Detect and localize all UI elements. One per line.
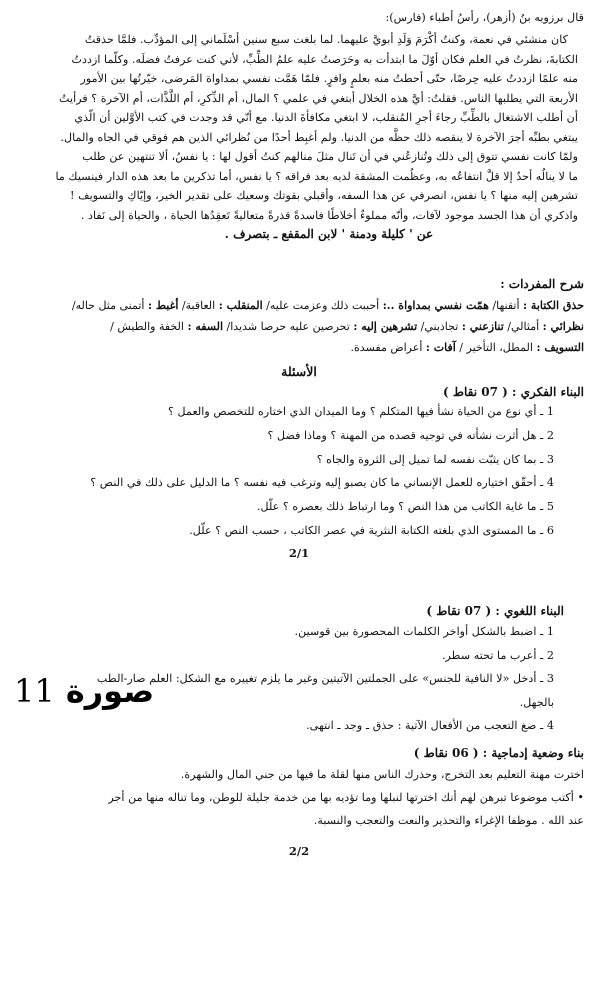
vocab-def: أمثالي/ bbox=[503, 320, 543, 334]
source-citation: عن ' كليلة ودمنة ' لابن المقفع ـ بتصرف . bbox=[224, 227, 434, 242]
vocab-term: السفه : bbox=[187, 320, 224, 334]
vocab-term: المنقلب : bbox=[218, 299, 263, 313]
passage-line: تشرهين إليه منها ؟ يا نفس، انصرفي عن هذا السفه، وأقبلي بقوتك وسعيك على تقدير الخير، وإيّاكِ والتسويف ! bbox=[70, 189, 578, 203]
question-item: 1 ـ أي نوع من الحياة نشأ فيها المتكلم ؟ وما الميدان الذي اختاره للتخصص والعمل ؟ bbox=[168, 405, 554, 419]
question-item: 5 ـ ما غاية الكاتب من هذا النص ؟ وما ارتباط ذلك بعصره ؟ علّل. bbox=[256, 500, 554, 514]
vocab-def: العاقبة/ bbox=[178, 299, 219, 313]
passage-line: الكتابةَ، نظرتُ في العلم فكان أوّلَ ما ابتدأت به وحَرَصتُ عليه علمُ الطِّبِّ، لأني كنت عرفتُ فضلَه. وكلّما ازددتُ bbox=[71, 52, 578, 66]
task-line: عند الله . موظفا الإغراء والتحذير والنعت والتعجب والنسبة. bbox=[313, 813, 584, 827]
vocab-block bbox=[14, 295, 584, 358]
question-item: 3 ـ بما كان يثبّت نفسه لما تميل إلى الثروة والجاه ؟ bbox=[316, 452, 554, 466]
intro-line: قال برزويه بنُ (أزهر)، رأسُ أطباء (فارس): bbox=[385, 11, 584, 24]
vocab-def: تحرصين عليه حرصا شديدا/ bbox=[223, 320, 354, 334]
question-item: 2 ـ أعرب ما تحته سطر. bbox=[441, 648, 554, 662]
question-item: 6 ـ ما المستوى الذي بلغته الكتابة النثرية في عصر الكاتب ، حسب النص ؟ علّل. bbox=[189, 523, 554, 537]
vocab-term: همّت نفسي بمداواة ..: bbox=[382, 299, 489, 313]
vocab-term: التسويف : bbox=[536, 341, 584, 355]
vocab-line bbox=[14, 316, 584, 337]
vocab-term: آفات : bbox=[425, 341, 456, 355]
question-item: بالجهل. bbox=[519, 695, 554, 709]
vocab-def: أتمنى مثل حاله/ bbox=[71, 299, 148, 313]
passage-line: ولمّا كانت نفسي تتوق إلى ذلك وتُنازعُني في أن تَنال مثلَ منالهم كنتُ أقول لها : يا نفسُ، ألا تنتهين عن طلب bbox=[82, 150, 578, 164]
passage-line: كان منشئي في نعمة، وكنتُ أكْرَمَ وَلَدِ أبويَّ عليهما. لما بلغت سبع سنين أسْلَماني إلى المؤدِّب. فلمَّا حذقتُ bbox=[84, 33, 568, 47]
question-item: 2 ـ هل أثرت نشأته في توجيه قصده من المهنة ؟ وماذا فضل ؟ bbox=[267, 428, 554, 442]
part2-title: البناء اللغوي : ( 07 نقاط ) bbox=[426, 604, 564, 619]
part3-body bbox=[14, 763, 584, 832]
passage-line: يبتغي بطبِّه أجرَ الآخرة لا ينقصه ذلك حظَّه من الدنيا. ولم أغبِط أحدًا من نُظرائي الذين هم فوقي في الجاه والمال. bbox=[60, 130, 578, 144]
vocab-def: الخفة والطيش / bbox=[110, 320, 188, 334]
vocab-term: نظرائي : bbox=[542, 320, 584, 334]
task-line: • أكتب موضوعا تبرهن لهم أنك اخترتها لنبلها وما تؤديه بها من خدمة جليلة للوطن، وما تناله منها من أجر bbox=[108, 790, 584, 804]
image-label-number: 11 bbox=[14, 672, 55, 710]
question-item: 4 ـ صغ التعجب من الأفعال الآتية : حذق ـ وجد ـ انتهى. bbox=[306, 719, 554, 733]
vocab-term: تشرهين إليه : bbox=[353, 320, 418, 334]
image-label-word: صورة bbox=[65, 672, 155, 710]
vocab-term: أغبط : bbox=[147, 299, 179, 313]
vocab-line bbox=[14, 295, 584, 316]
vocab-def: المطل، التأخير / bbox=[455, 341, 537, 355]
image-label bbox=[14, 672, 154, 710]
page-number-1: 2/1 bbox=[288, 546, 310, 561]
vocab-title: شرح المفردات : bbox=[500, 277, 584, 292]
question-item: 4 ـ أحقّق اختياره للعمل الإنساني ما كان يصبو إليه وترغب فيه نفسه ؟ ما الدليل على ذلك في النص ؟ bbox=[90, 476, 554, 490]
vocab-term: تنازعني : bbox=[461, 320, 504, 334]
vocab-def: أتقنها/ bbox=[488, 299, 524, 313]
page-number-2: 2/2 bbox=[288, 843, 310, 858]
vocab-def: تجاذبني/ bbox=[417, 320, 462, 334]
passage-line: منه علمًا ازددتُ عليه حِرصًا، حتّى أحطتُ منه بعلمٍ وافرٍ. فلمّا هَمَّت نفسي بمداواة المَرضى، خيّرتُها بين الأمور bbox=[80, 72, 578, 86]
questions-title: الأسئلة bbox=[281, 364, 317, 380]
passage-line: ما لا ينالُه أحدٌ إلا قلَّ انتفاعُه به، وعظُمت المشقة لديه بعد فراقه ؟ يا نفس، أما تذكرين ما بعد هذه الدار فينسيك ما bbox=[55, 169, 578, 183]
part1-title: البناء الفكري : ( 07 نقاط ) bbox=[443, 385, 584, 400]
passage-line: أن أطلب الاشتغال بالطِّبِّ رجاءَ أجرِ المُنقلب، لا ابتغي مكافأةَ الدنيا. مع أنّي قد وجدت في كتب الأوَّلين أن الّذي bbox=[74, 111, 578, 125]
vocab-term: حذق الكتابة : bbox=[523, 299, 584, 313]
vocab-line bbox=[14, 337, 584, 358]
vocab-def: أحببت ذلك وعزمت عليه/ bbox=[262, 299, 383, 313]
passage-line: واذكري أن هذا الجسد موجود لآفات، وأنّه مملوءٌ أخلاطًا فاسدةً قذرةً متعاليةً تَعقِدُها الحياة ، والحياة إلى نَفاد . bbox=[80, 208, 578, 222]
vocab-def: أعراض مفسدة. bbox=[350, 341, 426, 355]
task-line: اخترت مهنة التعليم بعد التخرج، وحذرك الناس منها لقلة ما فيها من جني المال والشهرة. bbox=[180, 767, 584, 781]
part1-questions bbox=[14, 400, 584, 542]
passage-line: الأربعة التي يطلبها الناس. فقلتُ: أيَّ هذه الخلال أبتغي في علمي ؟ المال، أم الذِّكرِ، أم اللَّذَّات، أم الآخرة ؟ فرأيتُ bbox=[59, 91, 578, 105]
question-item: 1 ـ اضبط بالشكل أواخر الكلمات المحصورة بين قوسين. bbox=[294, 625, 554, 639]
question-item: 3 ـ أدخل «لا النافية للجنس» على الجملتين الآتيتين وغير ما يلزم تغييره مع الشكل: العلم صار-الطب bbox=[96, 672, 554, 686]
part3-title: بناء وضعية إدماجية : ( 06 نقاط ) bbox=[413, 745, 584, 760]
passage bbox=[14, 30, 584, 225]
